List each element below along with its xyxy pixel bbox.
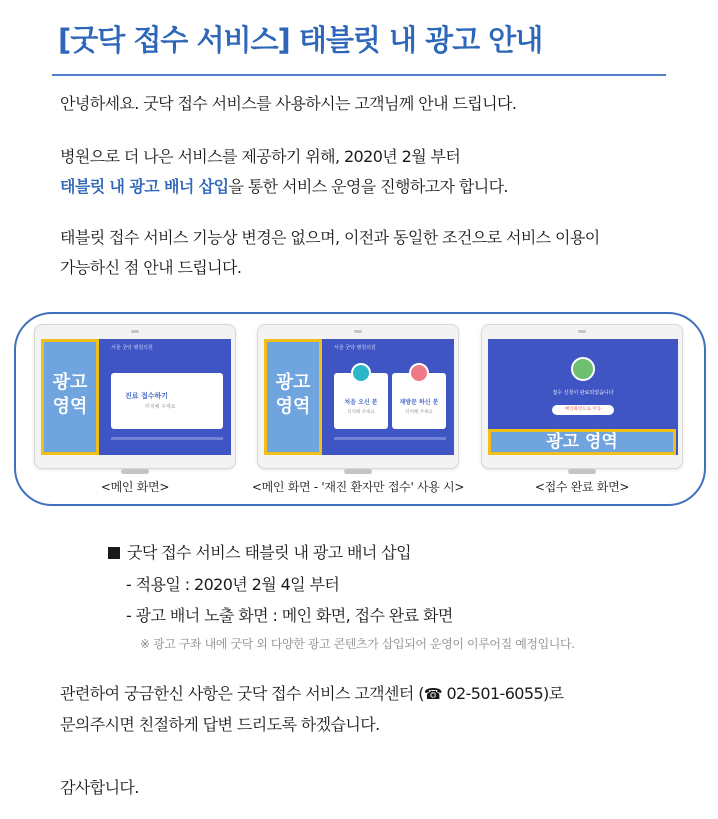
summary-apply-date: - 적용일 : 2020년 2월 4일 부터	[126, 575, 340, 594]
contact-line2: 문의주시면 친절하게 답변 드리도록 하겠습니다.	[60, 715, 380, 734]
contact-text-post: 02-501-6055)로	[441, 684, 564, 703]
reception-card	[111, 373, 223, 429]
intro-line3: 태블릿 접수 서비스 기능상 변경은 없으며, 이전과 동일한 조건으로 서비스 이용이	[60, 228, 600, 247]
card1-sub: 터치해 주세요	[347, 410, 375, 415]
character-icon	[409, 363, 429, 383]
ad-label-line2: 영역	[52, 396, 88, 417]
card-label: 진료 접수하기	[125, 392, 169, 400]
home-button	[121, 469, 149, 474]
caption-complete: <접수 완료 화면>	[534, 480, 630, 494]
summary-heading-text: 굿닥 접수 서비스 태블릿 내 광고 배너 삽입	[127, 543, 411, 562]
screen-header: 서울 굿닥 병원의원	[334, 345, 376, 351]
summary-screens: - 광고 배너 노출 화면 : 메인 화면, 접수 완료 화면	[126, 606, 453, 625]
intro-line2-rest: 을 통한 서비스 운영을 진행하고자 합니다.	[228, 177, 508, 196]
tablet-complete-screen	[481, 324, 683, 469]
home-button	[568, 469, 596, 474]
tablet-screen	[41, 339, 231, 455]
intro-line1: 병원으로 더 나은 서비스를 제공하기 위해, 2020년 2월 부터	[60, 147, 461, 166]
ad-area	[264, 339, 322, 455]
closing-text: 감사합니다.	[60, 778, 139, 797]
intro-line2	[60, 171, 508, 202]
card-sub: 터치해 주세요	[145, 404, 176, 410]
done-message: 접수 신청이 완료되었습니다	[552, 390, 614, 396]
screen-footer	[334, 437, 446, 440]
go-main-button: 메인화면으로 이동	[552, 405, 614, 415]
revisit-card	[392, 373, 446, 429]
square-bullet-icon	[108, 547, 120, 559]
camera-dot	[578, 330, 586, 333]
ad-area	[41, 339, 99, 455]
screen-footer	[111, 437, 223, 440]
camera-dot	[354, 330, 362, 333]
summary-note: ※ 광고 구좌 내에 굿닥 외 다양한 광고 콘텐츠가 삽입되어 운영이 이루어질 예정입니다.	[140, 637, 575, 651]
page-title: [굿닥 접수 서비스] 태블릿 내 광고 안내	[58, 23, 543, 57]
intro-highlight: 태블릿 내 광고 배너 삽입	[60, 177, 229, 196]
ad-label-line1: 광고	[52, 372, 88, 393]
card2-label: 재방문 하신 분	[399, 399, 439, 406]
phone-icon: ☎	[423, 685, 442, 703]
first-visit-card	[334, 373, 388, 429]
screen-header: 서울 굿닥 병원의원	[111, 345, 153, 351]
summary-heading	[108, 540, 411, 563]
title-divider	[52, 74, 666, 76]
caption-main: <메인 화면>	[100, 480, 170, 494]
ad-area: 광고 영역	[488, 429, 676, 455]
intro-line4: 가능하신 점 안내 드립니다.	[60, 258, 242, 277]
ad-label-line1: 광고	[275, 372, 311, 393]
camera-dot	[131, 330, 139, 333]
tablet-main-screen-revisit	[257, 324, 459, 469]
ad-label-line2: 영역	[275, 396, 311, 417]
card1-label: 처음 오신 분	[344, 399, 378, 406]
intro-greeting: 안녕하세요. 굿닥 접수 서비스를 사용하시는 고객님께 안내 드립니다.	[60, 94, 517, 113]
character-icon	[571, 357, 595, 381]
character-icon	[351, 363, 371, 383]
tablet-screen	[488, 339, 678, 455]
contact-line1	[60, 678, 564, 710]
contact-text-pre: 관련하여 궁금한신 사항은 굿닥 접수 서비스 고객센터 (	[60, 684, 424, 703]
caption-revisit: <메인 화면 - '재진 환자만 접수' 사용 시>	[251, 480, 465, 494]
card2-sub: 터치해 주세요	[405, 410, 433, 415]
tablet-main-screen	[34, 324, 236, 469]
home-button	[344, 469, 372, 474]
tablet-screen	[264, 339, 454, 455]
